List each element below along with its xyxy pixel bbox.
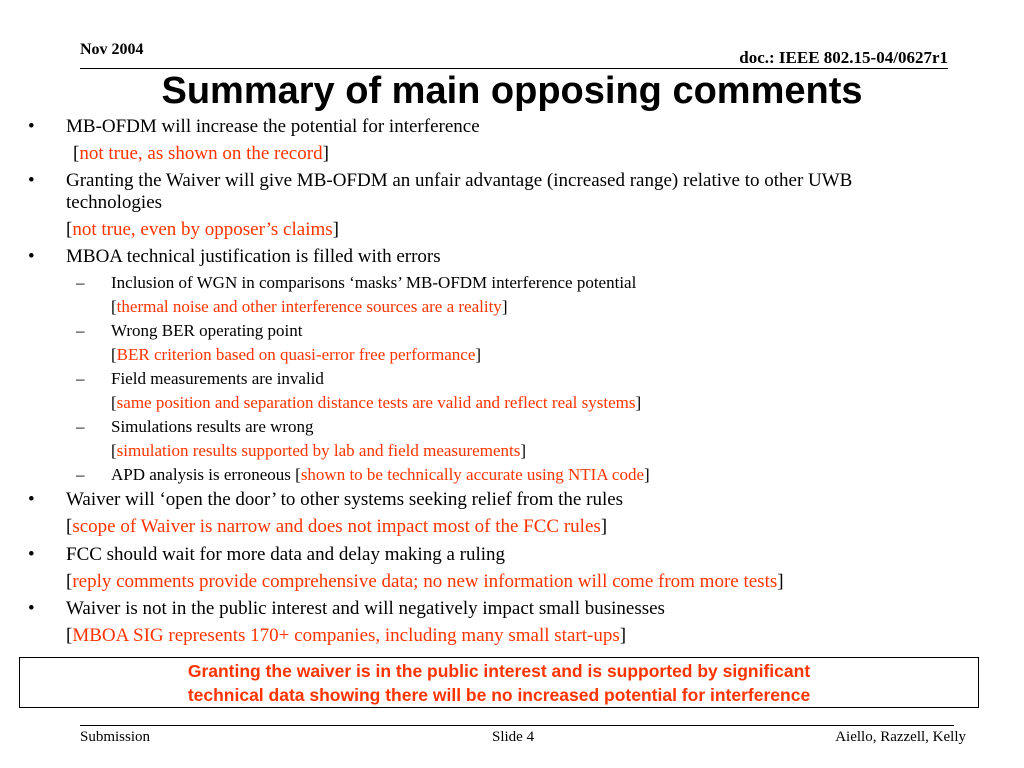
reply-text: not true, as shown on the record [79, 143, 323, 164]
bullet-reply: [not true, as shown on the record] [73, 143, 329, 164]
subitem-reply: [BER criterion based on quasi-error free performance] [111, 345, 482, 364]
subitem-text-with-reply: APD analysis is erroneous [shown to be technically accurate using NTIA code] [111, 465, 650, 484]
dash-marker: – [76, 321, 85, 340]
subitem-text: Field measurements are invalid [111, 369, 324, 388]
reply-text: MBOA SIG represents 170+ companies, including many small start-ups [72, 625, 620, 646]
reply-text: BER criterion based on quasi-error free performance [116, 345, 476, 364]
bullet-marker: • [28, 598, 35, 619]
dash-marker: – [76, 417, 85, 436]
bullet-marker: • [28, 170, 35, 191]
subitem-reply: [simulation results supported by lab and field measurements] [111, 441, 527, 460]
reply-text: thermal noise and other interference sources are a reality [116, 297, 502, 316]
subitem-text: Wrong BER operating point [111, 321, 303, 340]
reply-text: reply comments provide comprehensive data; no new information will come from more tests [72, 571, 778, 592]
bullet-reply: [scope of Waiver is narrow and does not impact most of the FCC rules] [66, 516, 608, 537]
bullet-text: MBOA technical justification is filled with errors [66, 246, 441, 267]
footer-rule [80, 725, 954, 726]
subitem-text: Inclusion of WGN in comparisons ‘masks’ MB-OFDM interference potential [111, 273, 637, 292]
reply-text: not true, even by opposer’s claims [72, 219, 333, 240]
footer-slide-number: Slide 4 [492, 729, 535, 745]
slide-title: Summary of main opposing comments [161, 70, 863, 112]
bullet-reply: [not true, even by opposer’s claims] [66, 219, 339, 240]
subitem-text: APD analysis is erroneous [ [111, 465, 301, 484]
conclusion-callout [19, 657, 979, 708]
dash-marker: – [76, 369, 85, 388]
subitem-reply: [same position and separation distance tests are valid and reflect real systems] [111, 393, 642, 412]
bullet-text: MB-OFDM will increase the potential for interference [66, 116, 480, 137]
subitem-reply: [thermal noise and other interference sources are a reality] [111, 297, 508, 316]
bullet-reply: [reply comments provide comprehensive data; no new information will come from more tests] [66, 571, 784, 592]
bullet-text: FCC should wait for more data and delay making a ruling [66, 544, 506, 565]
footer-authors: Aiello, Razzell, Kelly [835, 729, 966, 745]
bullet-reply: [MBOA SIG represents 170+ companies, including many small start-ups] [66, 625, 627, 646]
bullet-marker: • [28, 544, 35, 565]
reply-text: scope of Waiver is narrow and does not impact most of the FCC rules [72, 516, 601, 537]
bullet-text: Granting the Waiver will give MB-OFDM an unfair advantage (increased range) relative to other UWB [66, 170, 853, 191]
bullet-text-continued: technologies [66, 192, 163, 213]
bullet-marker: • [28, 116, 35, 137]
header-doc-id: doc.: IEEE 802.15-04/0627r1 [739, 48, 948, 67]
header-date: Nov 2004 [80, 41, 144, 58]
callout-line-1: Granting the waiver is in the public interest and is supported by significant [187, 661, 811, 681]
dash-marker: – [76, 273, 85, 292]
reply-text: shown to be technically accurate using NTIA code [300, 465, 644, 484]
bullet-marker: • [28, 489, 35, 510]
reply-text: same position and separation distance tests are valid and reflect real systems [116, 393, 636, 412]
dash-marker: – [76, 465, 85, 484]
callout-line-2: technical data showing there will be no increased potential for interference [187, 685, 811, 705]
subitem-text: Simulations results are wrong [111, 417, 314, 436]
bullet-text: Waiver will ‘open the door’ to other systems seeking relief from the rules [66, 489, 624, 510]
bullet-text: Waiver is not in the public interest and will negatively impact small businesses [66, 598, 665, 619]
bullet-marker: • [28, 246, 35, 267]
reply-text: simulation results supported by lab and field measurements [116, 441, 521, 460]
footer-submission: Submission [80, 729, 151, 745]
